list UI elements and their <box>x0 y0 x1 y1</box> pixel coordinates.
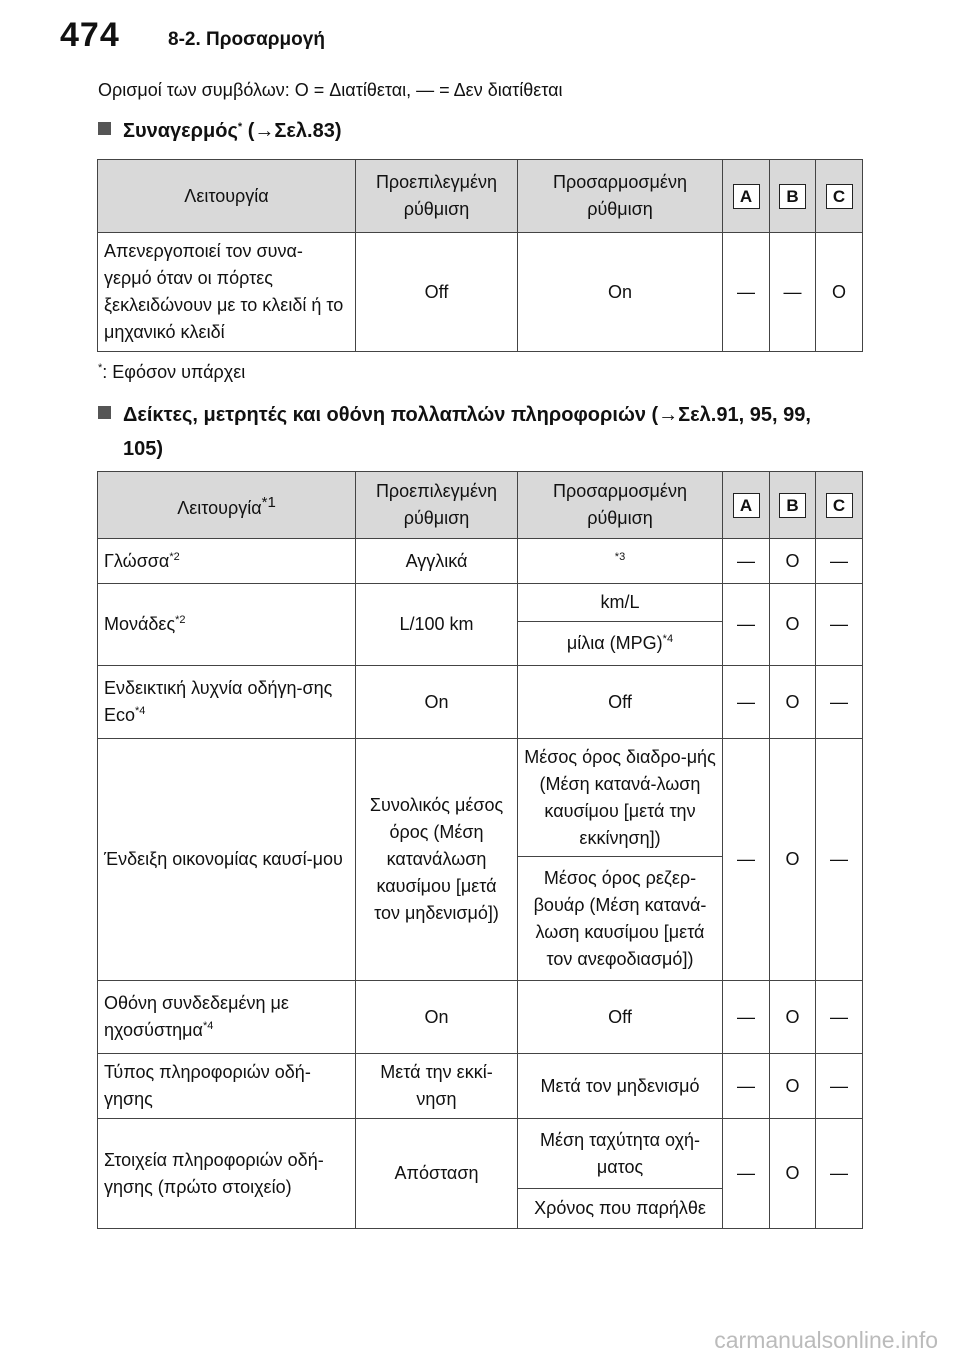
units-custom-2-label: μίλια (MPG) <box>566 633 663 653</box>
header-b-badge: B <box>779 184 806 209</box>
fuel-b: O <box>770 739 816 981</box>
header-c <box>816 472 863 539</box>
section-title: 8-2. Προσαρμογή <box>168 29 325 50</box>
alarm-heading-ref[interactable]: (→Σελ.83) <box>242 120 342 142</box>
alarm-heading <box>98 114 341 148</box>
audio-function <box>98 981 356 1054</box>
units-label: Μονάδες <box>104 614 176 634</box>
language-custom-sup: *3 <box>614 550 626 563</box>
language-custom <box>518 539 723 584</box>
eco-default: On <box>356 666 518 739</box>
fuel-function: Ένδειξη οικονομίας καυσί-μου <box>98 739 356 981</box>
units-default: L/100 km <box>356 584 518 666</box>
watermark: carmanualsonline.info <box>714 1327 938 1353</box>
alarm-table <box>97 159 863 352</box>
drive-items-default: Απόσταση <box>356 1119 518 1229</box>
audio-c: — <box>816 981 863 1054</box>
header-default: Προεπιλεγμένη ρύθμιση <box>356 160 518 233</box>
eco-custom: Off <box>518 666 723 739</box>
language-default: Αγγλικά <box>356 539 518 584</box>
units-custom-1: km/L <box>518 584 723 622</box>
fuel-custom-1: Μέσος όρος διαδρο-μής (Μέση κατανά-λωση καυσίμου [μετά την εκκίνηση]) <box>518 739 723 857</box>
symbol-legend: Ορισμοί των συμβόλων: O = Διατίθεται, — = Δεν διατίθεται <box>98 80 563 100</box>
fuel-default: Συνολικός μέσος όρος (Μέση κατανάλωση καυσίμου [μετά τον μηδενισμό]) <box>356 739 518 981</box>
eco-a: — <box>723 666 770 739</box>
header-c-badge: C <box>826 184 853 209</box>
header-custom: Προσαρμοσμένη ρύθμιση <box>518 472 723 539</box>
alarm-heading-title: Συναγερμός <box>123 120 238 142</box>
audio-sup: *4 <box>202 1020 214 1032</box>
drive-type-custom: Μετά τον μηδενισμό <box>518 1054 723 1119</box>
drive-type-function: Τύπος πληροφοριών οδή-γησης <box>98 1054 356 1119</box>
header-b <box>770 160 816 233</box>
language-function <box>98 539 356 584</box>
audio-label: Οθόνη συνδεδεμένη με ηχοσύστημα <box>104 993 289 1040</box>
fuel-c: — <box>816 739 863 981</box>
units-c: — <box>816 584 863 666</box>
units-custom-2-sup: *4 <box>662 633 674 645</box>
alarm-heading-sup: * <box>237 121 243 133</box>
header-a <box>723 160 770 233</box>
audio-a: — <box>723 981 770 1054</box>
units-custom-2 <box>518 622 723 666</box>
alarm-row-a: — <box>723 233 770 352</box>
audio-default: On <box>356 981 518 1054</box>
language-sup: *2 <box>169 550 180 563</box>
eco-function <box>98 666 356 739</box>
audio-custom: Off <box>518 981 723 1054</box>
header-c-badge: C <box>826 493 853 518</box>
units-function <box>98 584 356 666</box>
header-a <box>723 472 770 539</box>
language-c: — <box>816 539 863 584</box>
footnote-sup: * <box>98 362 103 374</box>
header-a-badge: A <box>733 493 760 518</box>
eco-c: — <box>816 666 863 739</box>
drive-items-a: — <box>723 1119 770 1229</box>
header-c <box>816 160 863 233</box>
units-b: O <box>770 584 816 666</box>
alarm-row-default: Off <box>356 233 518 352</box>
audio-b: O <box>770 981 816 1054</box>
drive-type-a: — <box>723 1054 770 1119</box>
header-function <box>98 472 356 539</box>
header-a-badge: A <box>733 184 760 209</box>
drive-items-c: — <box>816 1119 863 1229</box>
header-function-label: Λειτουργία <box>177 497 262 518</box>
drive-items-function: Στοιχεία πληροφοριών οδή-γησης (πρώτο στοιχείο) <box>98 1119 356 1229</box>
language-label: Γλώσσα <box>104 550 170 571</box>
header-function-sup: *1 <box>261 493 276 511</box>
meters-heading <box>98 398 858 466</box>
eco-label: Ενδεικτική λυχνία οδήγη-σης Eco <box>104 678 333 725</box>
alarm-row-c: O <box>816 233 863 352</box>
header-default: Προεπιλεγμένη ρύθμιση <box>356 472 518 539</box>
page-number: 474 <box>60 16 120 54</box>
bullet-square-icon <box>98 122 111 135</box>
footnote-text: : Εφόσον υπάρχει <box>102 362 246 382</box>
alarm-row-function: Απενεργοποιεί τον συνα-γερμό όταν οι πόρτες ξεκλειδώνουν με το κλειδί ή το μηχανικό κλειδί <box>98 233 356 352</box>
drive-type-b: O <box>770 1054 816 1119</box>
language-b: O <box>770 539 816 584</box>
bullet-square-icon <box>98 406 111 419</box>
alarm-footnote <box>98 362 245 383</box>
units-a: — <box>723 584 770 666</box>
header-custom: Προσαρμοσμένη ρύθμιση <box>518 160 723 233</box>
eco-b: O <box>770 666 816 739</box>
header-b <box>770 472 816 539</box>
drive-items-custom-2: Χρόνος που παρήλθε <box>518 1189 723 1229</box>
drive-items-b: O <box>770 1119 816 1229</box>
meters-table <box>97 471 863 1229</box>
drive-type-c: — <box>816 1054 863 1119</box>
meters-heading-title: Δείκτες, μετρητές και οθόνη πολλαπλών πληροφοριών (→Σελ.91, 95, 99, 105) <box>123 404 811 460</box>
fuel-a: — <box>723 739 770 981</box>
drive-items-custom-1: Μέση ταχύτητα οχή-ματος <box>518 1119 723 1189</box>
eco-sup: *4 <box>135 705 146 717</box>
alarm-row-custom: On <box>518 233 723 352</box>
header-b-badge: B <box>779 493 806 518</box>
fuel-custom-2: Μέσος όρος ρεζερ-βουάρ (Μέση κατανά-λωση καυσίμου [μετά τον ανεφοδιασμό]) <box>518 857 723 981</box>
language-a: — <box>723 539 770 584</box>
alarm-row-b: — <box>770 233 816 352</box>
drive-type-default: Μετά την εκκί-νηση <box>356 1054 518 1119</box>
units-sup: *2 <box>175 614 186 626</box>
header-function: Λειτουργία <box>98 160 356 233</box>
